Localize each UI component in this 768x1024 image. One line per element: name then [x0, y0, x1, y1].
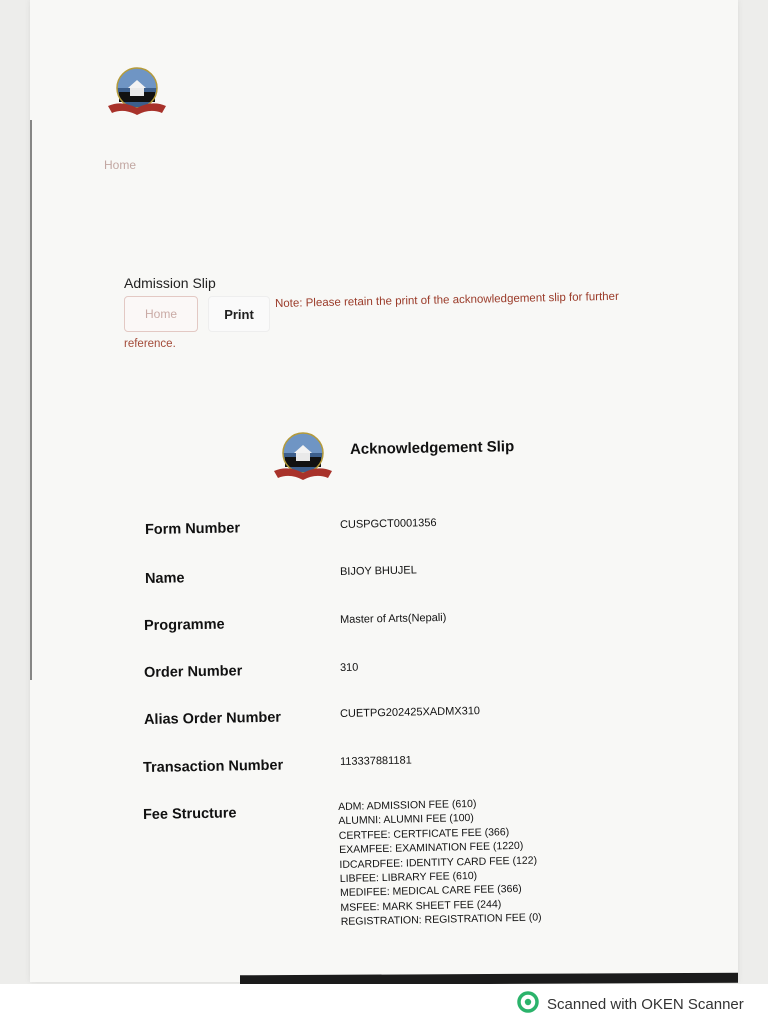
programme-value: Master of Arts(Nepali): [339, 611, 447, 626]
retain-print-note: Note: Please retain the print of the acknowledgement slip for further: [274, 290, 619, 310]
fee-item: ADM: ADMISSION FEE (610): [338, 797, 477, 813]
scanner-watermark: [517, 991, 744, 1018]
retain-print-note-continuation: reference.: [124, 338, 176, 350]
admission-slip-heading: Admission Slip: [124, 275, 216, 291]
transaction-number-label: Transaction Number: [142, 757, 284, 776]
fee-item: LIBFEE: LIBRARY FEE (610): [339, 869, 478, 886]
fee-structure-list: [338, 795, 542, 929]
home-button[interactable]: Home: [124, 296, 198, 332]
form-number-label: Form Number: [144, 520, 241, 538]
transaction-number-value: 113337881181: [339, 754, 412, 768]
fee-item: MSFEE: MARK SHEET FEE (244): [340, 898, 502, 914]
university-emblem-icon: [106, 66, 168, 118]
university-emblem-icon: [272, 430, 334, 484]
acknowledgement-slip-title: Acknowledgement Slip: [349, 438, 515, 458]
order-number-label: Order Number: [143, 663, 243, 681]
name-label: Name: [144, 570, 185, 587]
home-link[interactable]: Home: [104, 158, 137, 172]
alias-order-number-label: Alias Order Number: [143, 709, 282, 728]
fee-item: IDCARDFEE: IDENTITY CARD FEE (122): [339, 854, 538, 871]
fee-item: CERTFEE: CERTFICATE FEE (366): [338, 825, 510, 842]
name-value: BIJOY BHUJEL: [339, 564, 417, 578]
print-button[interactable]: Print: [208, 296, 270, 332]
fee-item: ALUMNI: ALUMNI FEE (100): [338, 812, 474, 828]
fee-item: EXAMFEE: EXAMINATION FEE (1220): [339, 840, 524, 857]
fee-item: REGISTRATION: REGISTRATION FEE (0): [340, 911, 542, 929]
alias-order-number-value: CUETPG202425XADMX310: [339, 705, 481, 720]
fee-structure-label: Fee Structure: [142, 805, 237, 823]
oken-scanner-icon: [517, 991, 539, 1018]
programme-label: Programme: [143, 616, 225, 634]
fee-item: MEDIFEE: MEDICAL CARE FEE (366): [339, 883, 522, 900]
paper-shadow-left: [30, 120, 32, 680]
form-number-value: CUSPGCT0001356: [339, 516, 437, 531]
order-number-value: 310: [339, 661, 359, 674]
scanner-watermark-text: Scanned with OKEN Scanner: [547, 996, 744, 1013]
